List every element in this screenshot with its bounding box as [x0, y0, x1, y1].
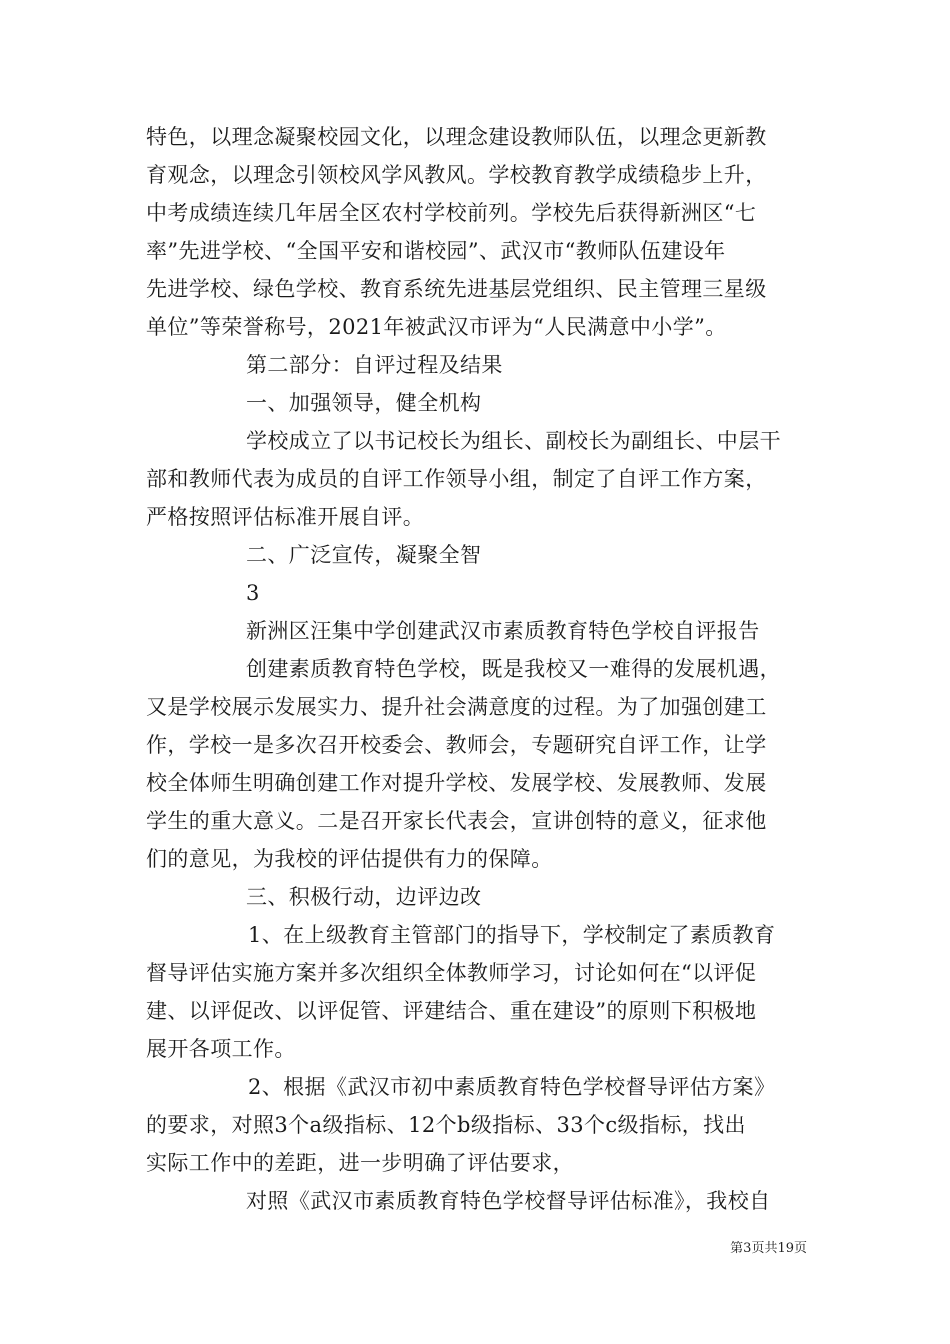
text-line: 部和教师代表为成员的自评工作领导小组，制定了自评工作方案，: [146, 467, 767, 491]
section-heading: 第二部分：自评过程及结果: [246, 353, 503, 377]
page-footer: 第3页共19页: [730, 1241, 807, 1256]
text-line: 实际工作中的差距，进一步明确了评估要求，: [146, 1151, 574, 1175]
text-line: 学校成立了以书记校长为组长、副校长为副组长、中层干: [246, 429, 781, 453]
text-line: 先进学校、绿色学校、教育系统先进基层党组织、民主管理三星级: [146, 277, 767, 301]
text-line: 1、在上级教育主管部门的指导下，学校制定了素质教育: [248, 923, 776, 947]
text-line: 学生的重大意义。二是召开家长代表会，宣讲创特的意义，征求他: [146, 809, 767, 833]
text-line: 特色，以理念凝聚校园文化，以理念建设教师队伍，以理念更新教: [146, 125, 767, 149]
text-line: 对照《武汉市素质教育特色学校督导评估标准》，我校自: [246, 1189, 771, 1213]
subsection-heading: 二、广泛宣传，凝聚全智: [246, 543, 482, 567]
text-line: 的要求，对照3个a级指标、12个b级指标、33个c级指标，找出: [146, 1113, 746, 1137]
page-marker: 3: [246, 581, 260, 605]
text-line: 们的意见，为我校的评估提供有力的保障。: [146, 847, 553, 871]
subsection-heading: 三、积极行动，边评边改: [246, 885, 482, 909]
text-line: 育观念，以理念引领校风学风教风。学校教育教学成绩稳步上升，: [146, 163, 767, 187]
subsection-heading: 一、加强领导，健全机构: [246, 391, 482, 415]
text-line: 校全体师生明确创建工作对提升学校、发展学校、发展教师、发展: [146, 771, 767, 795]
text-line: 创建素质教育特色学校，既是我校又一难得的发展机遇，: [246, 657, 781, 681]
text-line: 督导评估实施方案并多次组织全体教师学习，讨论如何在“以评促: [146, 961, 757, 985]
text-line: 中考成绩连续几年居全区农村学校前列。学校先后获得新洲区“七: [146, 201, 757, 225]
text-line: 建、以评促改、以评促管、评建结合、重在建设”的原则下积极地: [146, 999, 757, 1023]
text-line: 率”先进学校、“全国平安和谐校园”、武汉市“教师队伍建设年: [146, 239, 726, 263]
document-title: 新洲区汪集中学创建武汉市素质教育特色学校自评报告: [246, 619, 760, 643]
text-line: 又是学校展示发展实力、提升社会满意度的过程。为了加强创建工: [146, 695, 767, 719]
text-line: 展开各项工作。: [146, 1037, 296, 1061]
text-line: 严格按照评估标准开展自评。: [146, 505, 425, 529]
text-line: 作，学校一是多次召开校委会、教师会，专题研究自评工作，让学: [146, 733, 767, 757]
text-line: 2、根据《武汉市初中素质教育特色学校督导评估方案》: [248, 1075, 776, 1099]
text-line: 单位”等荣誉称号，2021年被武汉市评为“人民满意中小学”。: [146, 315, 727, 339]
